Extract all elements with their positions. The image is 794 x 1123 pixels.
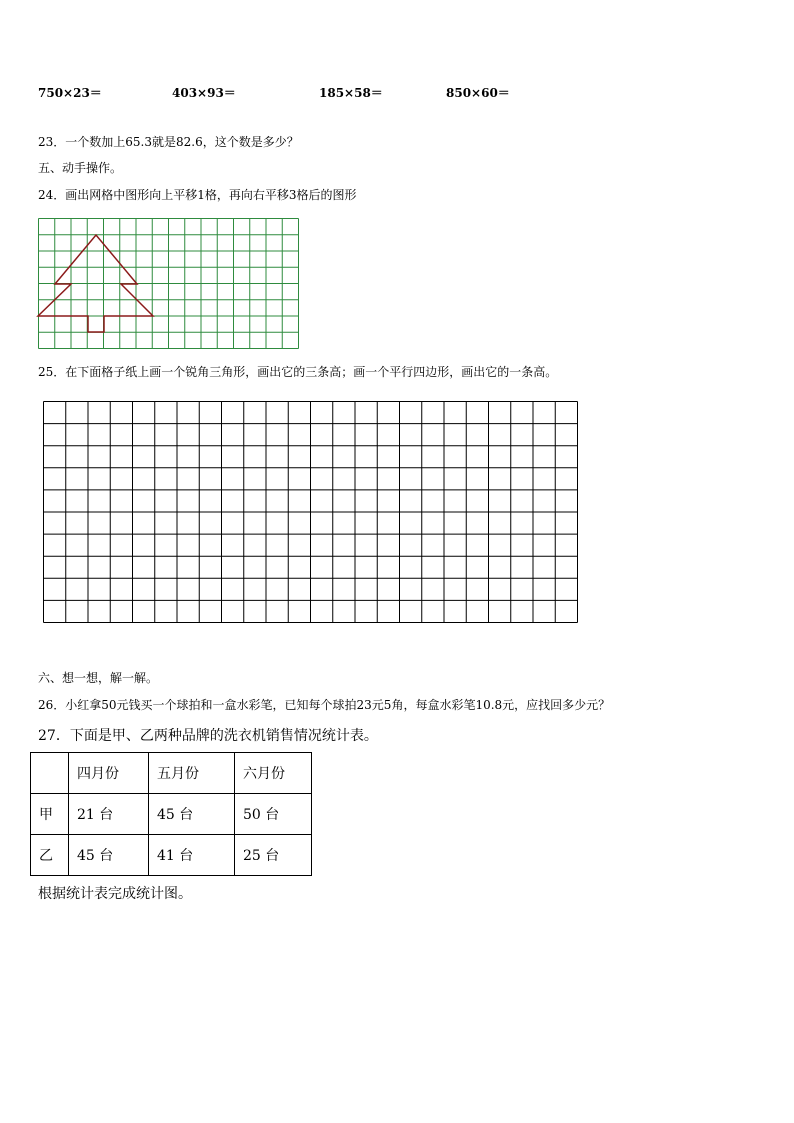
table-cell: 甲	[31, 794, 69, 835]
question-24: 24．画出网格中图形向上平移1格，再向右平移3格后的图形	[38, 188, 357, 202]
black-grid	[44, 402, 578, 623]
question-27: 27．下面是甲、乙两种品牌的洗衣机销售情况统计表。	[38, 728, 378, 744]
question-26: 26．小红拿50元钱买一个球拍和一盒水彩笔，已知每个球拍23元5角，每盒水彩笔10.8元，应找回多少元？	[38, 698, 611, 712]
calc-3: 185×58＝	[319, 86, 383, 100]
question-23: 23．一个数加上65.3就是82.6，这个数是多少？	[38, 135, 299, 149]
calc-1: 750×23＝	[38, 86, 102, 100]
sales-table	[30, 752, 312, 876]
table-cell: 41 台	[149, 835, 235, 876]
section-6-title: 六、想一想，解一解。	[38, 671, 159, 685]
table-header-cell	[31, 753, 69, 794]
section-5-title: 五、动手操作。	[38, 161, 123, 175]
table-row	[31, 835, 312, 876]
drawing-grid-paper[interactable]	[42, 400, 580, 625]
table-instruction: 根据统计表完成统计图。	[38, 886, 192, 902]
green-grid	[39, 219, 299, 349]
table-row	[31, 794, 312, 835]
tree-grid-figure	[36, 216, 302, 350]
table-cell: 45 台	[69, 835, 149, 876]
table-header-cell: 六月份	[235, 753, 312, 794]
table-cell: 50 台	[235, 794, 312, 835]
calc-4: 850×60＝	[446, 86, 510, 100]
table-cell: 25 台	[235, 835, 312, 876]
table-header-cell: 五月份	[149, 753, 235, 794]
question-25: 25．在下面格子纸上画一个锐角三角形，画出它的三条高；画一个平行四边形，画出它的一条高。	[38, 365, 558, 379]
calc-2: 403×93＝	[172, 86, 236, 100]
table-cell: 21 台	[69, 794, 149, 835]
table-cell: 45 台	[149, 794, 235, 835]
table-cell: 乙	[31, 835, 69, 876]
table-header-row	[31, 753, 312, 794]
table-header-cell: 四月份	[69, 753, 149, 794]
